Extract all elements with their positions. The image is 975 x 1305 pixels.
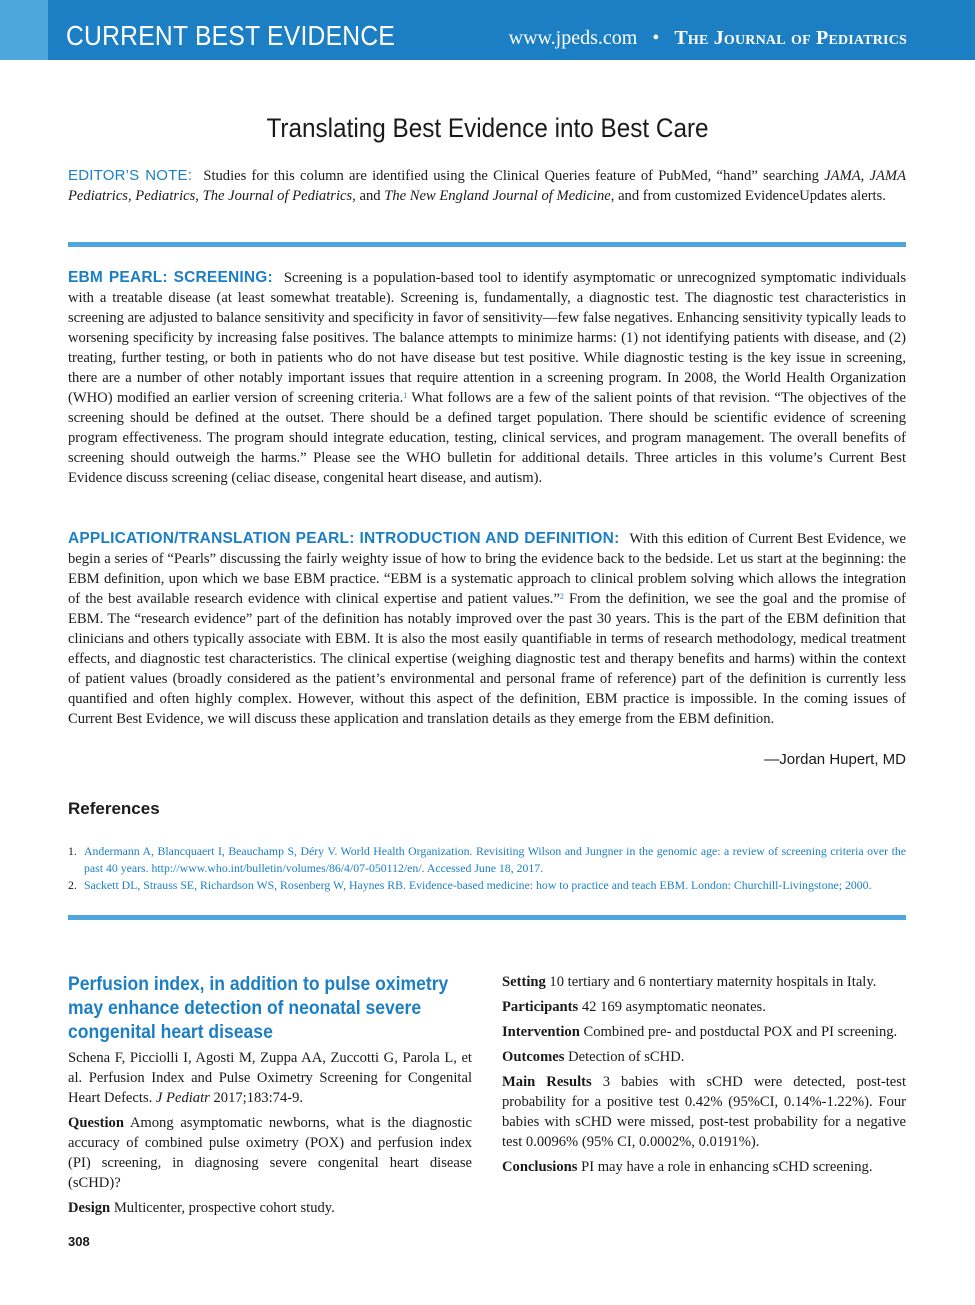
reference-item: 1. Andermann A, Blancquaert I, Beauchamp S, Déry V. World Health Organization. Revisiting Wilson and Jungner in the genomic age: a review of screening criteria over the past 40 years. http://www.who.int/bulletin/volumes/86/4/07-050112/en/. Accessed June 18, 2017. — [68, 844, 906, 875]
main-results-section: Main Results 3 babies with sCHD were detected, post-test probability for a positive test 0.42% (95%CI, 0.14%-1.22%). Four babies with sCHD were missed, post-test probability for a negative test 0.0096% (95% CI, 0.0002%, 0.0191%). — [502, 1074, 907, 1150]
references-heading: References — [68, 799, 160, 818]
ebm-pearl-label: EBM PEARL: SCREENING: — [68, 269, 273, 286]
page-title: Translating Best Evidence into Best Care — [266, 113, 709, 143]
reference-link[interactable]: Andermann A, Blancquaert I, Beauchamp S, Déry V. World Health Organization. Revisiting Wilson and Jungner in the genomic age: a review of screening criteria over the past 40 years. http://www.who.int/bulletin/volumes/86/4/07-050112/en/. Accessed June 18, 2017. — [84, 844, 906, 875]
outcomes-section: Outcomes Detection of sCHD. — [502, 1049, 685, 1065]
journal-name: The Journal of Pediatrics — [674, 27, 907, 49]
question-section: Question Among asymptomatic newborns, what is the diagnostic accuracy of combined pulse oximetry (POX) and perfusion index (PI) screening, in diagnosing severe congenital heart disease (sCHD)? — [68, 1115, 472, 1191]
article-right-column — [502, 972, 906, 1182]
intervention-section: Intervention Combined pre- and postductal POX and PI screening. — [502, 1024, 898, 1040]
references-divider — [68, 915, 906, 920]
running-header — [0, 0, 975, 60]
article-left-column — [68, 972, 472, 1223]
article-title: Perfusion index, in addition to pulse oximetry may enhance detection of neonatal severe congenital heart disease — [68, 973, 449, 1043]
ebm-pearl-paragraph: EBM PEARL: SCREENING: Screening is a population-based tool to identify asymptomatic or unrecognized symptomatic individuals with a treatable disease (at least somewhat treatable). Screening is, fundamentally, a diagnostic test. The diagnostic test characteristics in screening are adjusted to balance sensitivity and specificity in favor of sensitivity—few false negatives. Enhancing sensitivity typically leads to worsening specificity by increasing false positives. The balance attempts to minimize harms: (1) not identifying patients with disease, and (2) treating, further testing, or both in patients who do not have disease but test positive. While diagnostic testing is the key issue in screening, there are a number of other notably important issues that require attention in a screening program. In 2008, the World Health Organization (WHO) modified an earlier version of screening criteria.$^1$ What follows are a few of the salient points of that revision. “The objectives of the screening should be defined at the outset. There should be a defined target population. There should be scientific evidence of screening program effectiveness. The program should integrate education, testing, clinical services, and program management. The overall benefits of screening should outweigh the harms.” Please see the WHO bulletin for additional details. Three articles in this volume’s Current Best Evidence discuss screening (celiac disease, congenital heart disease, and autism). — [68, 269, 907, 486]
citation-1[interactable]: 1 — [403, 391, 408, 400]
section-divider — [68, 242, 906, 247]
author-signature: —Jordan Hupert, MD — [764, 751, 906, 768]
participants-section: Participants 42 169 asymptomatic neonates. — [502, 999, 766, 1015]
page-number: 308 — [68, 1234, 90, 1249]
reference-item: 2. Sackett DL, Strauss SE, Richardson WS, Rosenberg W, Haynes RB. Evidence-based medicine: how to practice and teach EBM. London: Churchill-Livingstone; 2000. — [68, 877, 906, 894]
section-title: CURRENT BEST EVIDENCE — [66, 20, 396, 51]
article-citation: Schena F, Picciolli I, Agosti M, Zuppa AA, Zuccotti G, Parola L, et al. Perfusion Index and Pulse Oximetry Screening for Congenital Heart Defects. J Pediatr 2017;183:74-9. — [68, 1050, 472, 1106]
editors-note: EDITOR’S NOTE: Studies for this column are identified using the Clinical Queries feature of PubMed, “hand” searching JAMA, JAMA Pediatrics, Pediatrics, The Journal of Pediatrics, and The New England Journal of Medicine, and from customized EvidenceUpdates alerts. — [68, 167, 906, 204]
setting-section: Setting 10 tertiary and 6 nontertiary maternity hospitals in Italy. — [502, 974, 877, 990]
header-accent-tab — [0, 0, 48, 60]
citation-2[interactable]: 2 — [559, 592, 564, 601]
reference-list — [68, 843, 906, 894]
design-section: Design Multicenter, prospective cohort study. — [68, 1200, 335, 1216]
application-pearl-label: APPLICATION/TRANSLATION PEARL: INTRODUCTION AND DEFINITION: — [68, 530, 620, 547]
header-journal-info — [509, 28, 907, 48]
editors-note-label: EDITOR’S NOTE: — [68, 167, 193, 184]
header-separator: • — [652, 27, 660, 49]
reference-link[interactable]: Sackett DL, Strauss SE, Richardson WS, Rosenberg W, Haynes RB. Evidence-based medicine: how to practice and teach EBM. London: Churchill-Livingstone; 2000. — [84, 878, 872, 892]
journal-url[interactable]: www.jpeds.com — [508, 27, 638, 49]
conclusions-section: Conclusions PI may have a role in enhancing sCHD screening. — [502, 1159, 873, 1175]
application-pearl-paragraph: APPLICATION/TRANSLATION PEARL: INTRODUCTION AND DEFINITION: With this edition of Current Best Evidence, we begin a series of “Pearls” discussing the fairly weighty issue of how to bring the evidence back to the bedside. Let us start at the beginning: the EBM definition, upon which we base EBM practice. “EBM is a systematic approach to clinical problem solving which allows the integration of the best available research evidence with clinical expertise and patient values.”$^2$ From the definition, we see the goal and the promise of EBM. The “research evidence” part of the definition has notably improved over the past 30 years. This is the part of the EBM definition that clinicians and others typically associate with EBM. It is also the most easily quantifiable in terms of research methodology, medical treatment effects, and diagnostic test characteristics. The clinical expertise (weighing diagnostic test and therapy benefits and harms) within the context of patient values (broadly considered as the patient’s environmental and personal frame of reference) part of the definition is currently less quantified and often highly complex. However, without this aspect of the definition, EBM practice is impossible. In the coming issues of Current Best Evidence, we will discuss these application and translation details as they emerge from the EBM definition. — [68, 530, 906, 727]
